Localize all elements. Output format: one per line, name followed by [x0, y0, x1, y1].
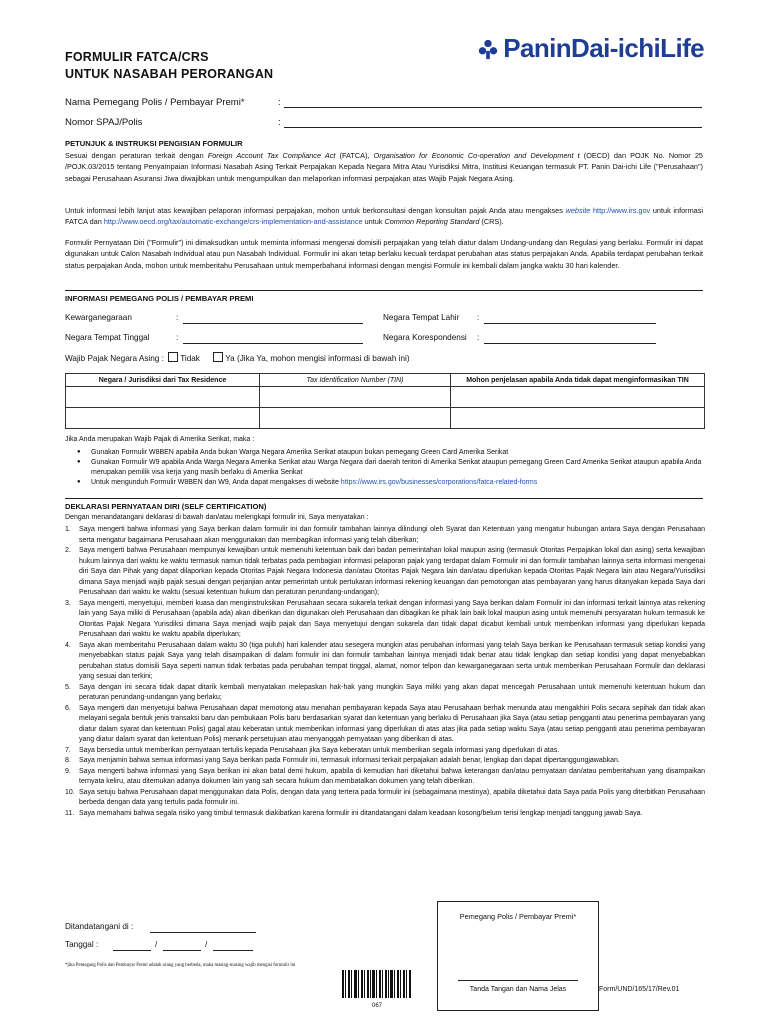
declaration-intro: Dengan menandatangani deklarasi di bawah dan/atau melengkapi formulir ini, Saya menyatakan :	[65, 514, 369, 521]
table-cell[interactable]	[66, 408, 260, 429]
table-row	[66, 387, 705, 408]
tax-residence-table	[65, 373, 705, 429]
signature-name-label: Tanda Tangan dan Nama Jelas	[469, 986, 567, 993]
form-code: Form/UND/165/17/Rev.01	[599, 986, 680, 993]
section-divider	[65, 290, 703, 291]
declaration-item: 10. Saya setuju bahwa Perusahaan dapat menggunakan data Polis, dengan data yang tertera pada formulir ini (sebagaimana mestinya), apabila diketahui data Saya pada Polis yang diterbitkan Perusahaan berbeda dengan data yang tertulis pada formulir ini.	[65, 788, 705, 806]
table-header-country: Negara / Jurisdiksi dari Tax Residence	[66, 374, 260, 387]
birth-country-colon: :	[477, 313, 480, 322]
instructions-paragraph-3: Formulir Pernyataan Diri ("Formulir") ini dimaksudkan untuk meminta informasi mengenai domisili perpajakan yang telah diatur dalam Undang-undang dan Regulasi yang berlaku. Formulir ini dapat digunakan untuk Calon Nasabah Individual atau pun Nasabah Individual. Formulir ini akan tetap berlaku kecuali terdapat perubahan atas status perpajakan Anda. Apabila terdapat perubahan terkait status perpajakan Anda, mohon untuk memberitahu Perusahaan untuk memperbaharui informasi dengan mengisi Formulir ini kembali dalam jangka waktu 30 hari kalender.	[65, 238, 703, 270]
spaj-colon: :	[278, 117, 281, 128]
declaration-item: 5. Saya dengan ini secara tidak dapat ditarik kembali menyatakan melepaskan hak-hak yang mungkin Saya miliki yang akan dapat mencegah Perusahaan untuk memenuhi ketentuan hukum dan peraturan perundang-undangan yang berlaku;	[65, 683, 705, 701]
logo-text: PaninDai-ichiLife	[503, 33, 704, 63]
correspondence-colon: :	[477, 333, 480, 342]
sign-place-label: Ditandatangani di :	[65, 922, 134, 931]
declaration-item: 8. Saya menjamin bahwa semua informasi yang Saya berikan pada Formulir ini, termasuk informasi terkait perpajakan adalah benar, lengkap dan dapat dipertanggungjawabkan.	[65, 757, 620, 764]
barcode-number: 067	[371, 1003, 382, 1009]
correspondence-label: Negara Korespondensi	[383, 333, 467, 342]
instructions-heading: PETUNJUK & INSTRUKSI PENGISIAN FORMULIR	[65, 139, 243, 148]
declaration-heading: DEKLARASI PERNYATAAN DIRI (SELF CERTIFICATION)	[65, 502, 267, 511]
date-month-field[interactable]	[163, 940, 201, 951]
yes-checkbox[interactable]	[213, 352, 223, 362]
list-item: ● Untuk mengunduh Formulir W8BEN dan W9, Anda dapat mengakses di website https://www.irs.gov/businesses/corporations/fatca-related-forms	[77, 478, 705, 488]
declaration-item: 7. Saya bersedia untuk memberikan pernyataan tertulis kepada Perusahaan jika Saya keberatan untuk memberikan segala informasi yang diperlukan di atas.	[65, 746, 560, 754]
oecd-link[interactable]: http://www.oecd.org/tax/automatic-exchange/crs-implementation-and-assistance	[103, 217, 363, 227]
policy-holder-field[interactable]	[284, 97, 702, 108]
spaj-label: Nomor SPAJ/Polis	[65, 117, 143, 128]
declaration-list	[65, 525, 705, 819]
table-row	[66, 408, 705, 429]
nationality-colon: :	[176, 313, 179, 322]
date-day-field[interactable]	[113, 940, 151, 951]
barcode	[342, 970, 412, 1009]
signature-footnote: *jika Pemegang Polis dan Pembayar Premi adalah orang yang berbeda, maka masing-masing wajib mengisi formulir ini	[65, 963, 296, 968]
declaration-item: 3. Saya mengerti, menyetujui, memberi kuasa dan menginstruksikan Perusahaan secara sukarela terkait dengan informasi yang Saya berikan dalam Formulir ini dan informasi terkait lainnya atas rekening lain yang Saya miliki di Perusahaan (apabila ada) akan diberikan dan digunakan oleh Perusahaan dan dibagikan ke pihak lain baik lokal maupun asing untuk memenuhi persyaratan hukum termasuk ke Otoritas Pajak Negara Yurisdiksi dimana Saya menjadi wajib pajak dan Saya menyetujui dengan sukarela dan tidak dapat dicabut kembali untuk memberikan informasi yang diperlukan kepada Perusahaan dari waktu ke waktu apabila diperlukan;	[65, 599, 705, 638]
policy-holder-label: Nama Pemegang Polis / Pembayar Premi*	[65, 97, 245, 108]
residence-label: Negara Tempat Tinggal	[65, 333, 150, 342]
yes-label: Ya (Jika Ya, mohon mengisi informasi di bawah ini)	[225, 354, 410, 363]
nationality-label: Kewarganegaraan	[65, 313, 132, 322]
signature-box-label: Pemegang Polis / Pembayar Premi*	[459, 912, 577, 921]
sign-place-field[interactable]	[150, 922, 256, 933]
residence-colon: :	[176, 333, 179, 342]
logo-emblem-icon	[477, 38, 499, 60]
irs-link[interactable]: http://www.irs.gov	[593, 206, 651, 215]
declaration-item: 11. Saya memahami bahwa segala risiko yang timbul termasuk diakibatkan karena formulir ini ditandatangani dalam keadaan kosong/belum terisi lengkap menjadi tanggung jawab Saya.	[65, 809, 643, 817]
us-taxpayer-list	[77, 448, 705, 489]
declaration-item: 6. Saya mengerti dan menyetujui bahwa Perusahaan dapat memotong atau menahan pembayaran kepada Saya atau Perusahaan berhak menunda atau mengakhiri Polis secara sepihak dan tidak akan melayani segala bentuk jenis transaksi baru dan pembukaan Polis baru berdasarkan syarat dan ketentuan yang berlaku di Perusahaan jika Saya (atau setiap pengganti atau penerima pembayaran yang diatur dalam syarat dan ketentuan Polis) gagal atau keberatan untuk memberikan informasi yang diperlukan di atas atas jika pada setiap waktu Saya (atau setiap pengganti atau penerima pembayaran yang diatur dalam syarat dan ketentuan Polis) menarik persetujuan atau menyanggah pernyataan yang diberikan di atas.	[65, 704, 705, 743]
table-cell[interactable]	[451, 387, 705, 408]
date-year-field[interactable]	[213, 940, 253, 951]
foreign-taxpayer-row	[65, 352, 410, 363]
declaration-item: 4. Saya akan memberitahu Perusahaan dalam waktu 30 (tiga puluh) hari kalender atau sesegera mungkin atas perubahan informasi yang telah Saya berikan ke Perusahaan termasuk setiap kondisi yang menyebabkan status pajak Saya yang telah disampaikan di dalam formulir ini dan formulir tambahan lainnya menjadi tidak benar atau tidak lengkap dan setiap kondisi yang dapat menyebabkan perubahan status domisili Saya seperti namun tidak terbatas pada perubahan tempat tinggal, alamat, nomor telpon dan kewarganegaraan serta untuk memberikan Perusahaan Formulir dan deklarasi yang sesuai dan terkini;	[65, 641, 705, 680]
date-separator: /	[155, 940, 158, 949]
table-cell[interactable]	[260, 408, 451, 429]
signature-line	[458, 980, 578, 981]
declaration-item: 1. Saya mengerti bahwa informasi yang Saya berikan dalam formulir ini dan formulir tambahan lainnya dilindungi oleh Syarat dan Ketentuan yang mengatur hubungan antara Saya dengan Perusahaan serta mengatur bagaimana Perusahaan akan menggunakan dan membagikan informasi yang telah diberikan;	[65, 526, 705, 544]
residence-field[interactable]	[183, 333, 363, 344]
form-title-line2: UNTUK NASABAH PERORANGAN	[65, 67, 274, 81]
sign-date-label: Tanggal :	[65, 940, 99, 949]
us-taxpayer-intro: Jika Anda merupakan Wajib Pajak di Amerika Serikat, maka :	[65, 436, 255, 443]
date-separator: /	[205, 940, 208, 949]
correspondence-field[interactable]	[484, 333, 656, 344]
table-cell[interactable]	[66, 387, 260, 408]
section-divider	[65, 498, 703, 499]
policy-holder-colon: :	[278, 97, 281, 108]
list-item: ● Gunakan Formulir W9 apabila Anda Warga Negara Amerika Serikat atau Warga Negara dari daerah teritori di Amerika Serikat ataupun pemegang Green Card Amerika Serikat ataupun apabila Anda merupakan pemilik visa kerja yang masih berlaku di Amerika Serikat	[77, 458, 705, 478]
no-checkbox[interactable]	[168, 352, 178, 362]
holder-info-heading: INFORMASI PEMEGANG POLIS / PEMBAYAR PREMI	[65, 294, 254, 303]
birth-country-field[interactable]	[484, 313, 656, 324]
instructions-paragraph-2: Untuk informasi lebih lanjut atas kewajiban pelaporan informasi perpajakan, mohon untuk berkonsultasi dengan konsultan pajak Anda atau mengakses website http://www.irs.gov untuk informasi FATCA dan http://www.oecd.org/tax/automatic-exchange/crs-implementation-and-assistance untuk Common Reporting Standard (CRS).	[65, 206, 704, 227]
birth-country-label: Negara Tempat Lahir	[383, 313, 460, 322]
table-cell[interactable]	[260, 387, 451, 408]
nationality-field[interactable]	[183, 313, 363, 324]
table-header-tin: Tax Identification Number (TIN)	[260, 374, 451, 387]
table-cell[interactable]	[451, 408, 705, 429]
company-logo	[477, 33, 704, 64]
irs-forms-link[interactable]: https://www.irs.gov/businesses/corporations/fatca-related-forms	[340, 479, 538, 487]
no-label: Tidak	[180, 354, 200, 363]
barcode-icon	[342, 970, 412, 998]
foreign-taxpayer-label: Wajib Pajak Negara Asing :	[65, 354, 164, 363]
declaration-item: 2. Saya mengerti bahwa Perusahaan mempunyai kewajiban untuk memenuhi ketentuan baik dari badan pemerintahan lokal maupun asing (termasuk Otoritas Perpajakan lokal dan asing) serta kewajiban hukum lainnya dari waktu ke waktu termasuk namun tidak terbatas pada pembagian informasi pelaporan pajak yang terdapat dalam Formulir ini dan formulir tambahan lainnya serta informasi mengenai diri Saya dan Pihak yang dapat dilaporkan kepada Otoritas Pajak Negara Indonesia dan/atau Otoritas Pajak Negara lain dan/atau diperlukan kepada Otoritas Pajak Negara lain atau Negara/Yurisdiksi dimana Saya menjadi wajib pajak sesuai dengan perjanjian antar pemerintah untuk pertukaran informasi rekening keuangan dan pemotongan atas pembayaran yang harus ditanyakan kepada Saya dari Perusahaan dari waktu ke waktu (sesuai ketentuan hukum dan peraturan perundang-undangan);	[65, 547, 705, 596]
instructions-paragraph-1: Sesuai dengan peraturan terkait dengan Foreign Account Tax Compliance Act (FATCA), Organisation for Economic Co-operation and Development t (OECD) dan POJK No. Nomor 25 /POJK.03/2015 tentang Penyampaian Informasi Nasabah Asing Terkait Perpajakan Kepada Negara Mitra Atau Yurisdiksi Mitra, Institusi Keuangan termasuk PT. Panin Dai-ichi Life ("Perusahaan") sebagai Perusahaan Asuransi Jiwa diwajibkan untuk mengumpulkan dan melaporkan informasi perpajakan atas Wajib Pajak Negara Asing.	[65, 151, 703, 183]
table-header-reason: Mohon penjelasan apabila Anda tidak dapat menginformasikan TIN	[451, 374, 705, 387]
signature-box[interactable]	[437, 901, 599, 1011]
form-title-line1: FORMULIR FATCA/CRS	[65, 50, 209, 64]
list-item: ● Gunakan Formulir W8BEN apabila Anda bukan Warga Negara Amerika Serikat ataupun bukan pemegang Green Card Amerika Serikat	[77, 448, 705, 458]
spaj-field[interactable]	[284, 117, 702, 128]
declaration-item: 9. Saya mengerti bahwa informasi yang Saya berikan ini akan batal demi hukum, apabila di kemudian hari diketahui bahwa keterangan dan/atau pernyataan dan/atau pemberitahuan yang disampaikan ternyata keliru, atau ditemukan adanya dokumen lain yang sah secara hukum dan membatalkan dokumen yang telah diberikan.	[65, 767, 705, 785]
